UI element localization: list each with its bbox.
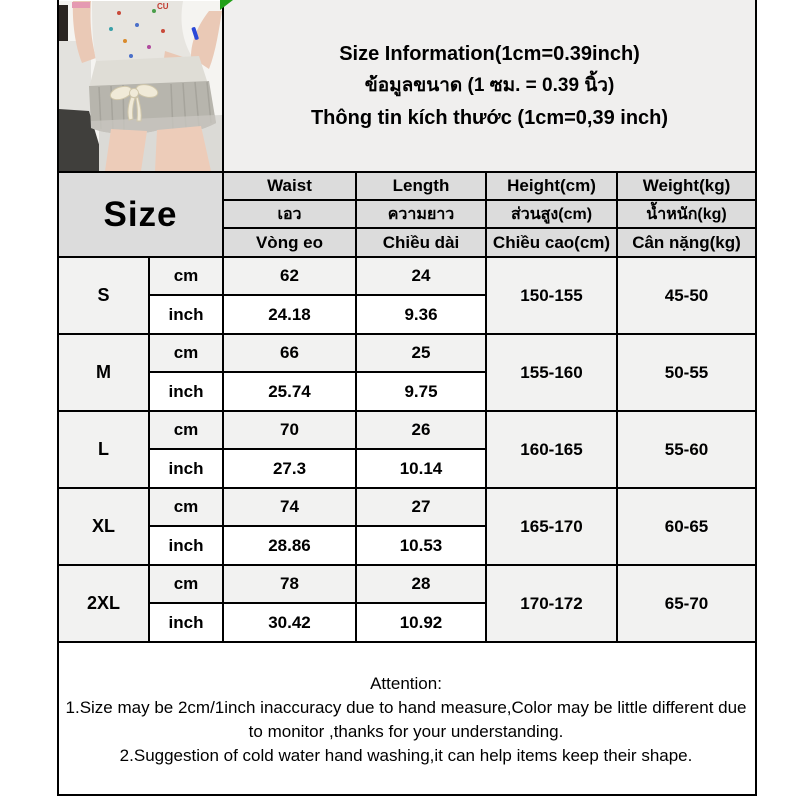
product-photo-cell [58, 0, 223, 172]
table-row [58, 411, 756, 449]
waist-inch-2xl: 30.42 [223, 603, 356, 642]
col-header-length-vi: Chiều dài [356, 228, 486, 257]
col-header-height-en: Height(cm) [486, 172, 617, 200]
waist-inch-m: 25.74 [223, 372, 356, 411]
size-information-title-cell [223, 0, 756, 172]
table-row [58, 488, 756, 526]
length-inch-xl: 10.53 [356, 526, 486, 565]
product-photo [59, 1, 222, 171]
unit-inch: inch [149, 295, 223, 334]
waist-inch-xl: 28.86 [223, 526, 356, 565]
col-header-waist-vi: Vòng eo [223, 228, 356, 257]
unit-inch: inch [149, 603, 223, 642]
table-row [58, 334, 756, 372]
svg-text:CU: CU [157, 1, 169, 11]
unit-cm: cm [149, 411, 223, 449]
table-row [58, 565, 756, 603]
length-cm-s: 24 [356, 257, 486, 295]
col-header-waist-th: เอว [223, 200, 356, 228]
title-vietnamese: Thông tin kích thước (1cm=0,39 inch) [310, 106, 669, 129]
length-inch-2xl: 10.92 [356, 603, 486, 642]
weight-range-xl: 60-65 [617, 488, 756, 565]
waist-cm-s: 62 [223, 257, 356, 295]
length-inch-s: 9.36 [356, 295, 486, 334]
col-header-waist-en: Waist [223, 172, 356, 200]
length-cm-m: 25 [356, 334, 486, 372]
length-cm-xl: 27 [356, 488, 486, 526]
size-label-2xl: 2XL [58, 565, 149, 642]
waist-inch-l: 27.3 [223, 449, 356, 488]
unit-inch: inch [149, 449, 223, 488]
attention-title: Attention: [370, 673, 442, 693]
weight-range-l: 55-60 [617, 411, 756, 488]
col-header-height-vi: Chiều cao(cm) [486, 228, 617, 257]
unit-cm: cm [149, 257, 223, 295]
waist-cm-l: 70 [223, 411, 356, 449]
title-thai: ข้อมูลขนาด (1 ซม. = 0.39 นิ้ว) [364, 74, 615, 96]
unit-inch: inch [149, 526, 223, 565]
col-header-weight-en: Weight(kg) [617, 172, 756, 200]
length-cm-l: 26 [356, 411, 486, 449]
waist-inch-s: 24.18 [223, 295, 356, 334]
col-header-length-th: ความยาว [356, 200, 486, 228]
col-header-weight-th: น้ำหนัก(kg) [617, 200, 756, 228]
weight-range-2xl: 65-70 [617, 565, 756, 642]
title-english: Size Information(1cm=0.39inch) [339, 42, 640, 65]
attention-note-1: 1.Size may be 2cm/1inch inaccuracy due to hand measure,Color may be little different due to monitor ,thanks for your understanding. [65, 697, 747, 741]
unit-cm: cm [149, 488, 223, 526]
length-cm-2xl: 28 [356, 565, 486, 603]
length-inch-m: 9.75 [356, 372, 486, 411]
unit-cm: cm [149, 334, 223, 372]
unit-cm: cm [149, 565, 223, 603]
size-label-m: M [58, 334, 149, 411]
green-corner-marker [220, 0, 233, 10]
weight-range-s: 45-50 [617, 257, 756, 334]
size-label-xl: XL [58, 488, 149, 565]
table-row [58, 257, 756, 295]
size-header-cell: Size [58, 172, 223, 257]
weight-range-m: 50-55 [617, 334, 756, 411]
height-range-m: 155-160 [486, 334, 617, 411]
waist-cm-xl: 74 [223, 488, 356, 526]
size-label-l: L [58, 411, 149, 488]
attention-note-2: 2.Suggestion of cold water hand washing,it can help items keep their shape. [119, 745, 693, 765]
unit-inch: inch [149, 372, 223, 411]
size-label-s: S [58, 257, 149, 334]
length-inch-l: 10.14 [356, 449, 486, 488]
height-range-2xl: 170-172 [486, 565, 617, 642]
height-range-xl: 165-170 [486, 488, 617, 565]
height-range-s: 150-155 [486, 257, 617, 334]
size-table [57, 0, 757, 796]
product-photo-illustration [59, 1, 222, 171]
col-header-length-en: Length [356, 172, 486, 200]
waist-cm-2xl: 78 [223, 565, 356, 603]
col-header-height-th: ส่วนสูง(cm) [486, 200, 617, 228]
height-range-l: 160-165 [486, 411, 617, 488]
col-header-weight-vi: Cân nặng(kg) [617, 228, 756, 257]
attention-notes [58, 642, 756, 795]
waist-cm-m: 66 [223, 334, 356, 372]
